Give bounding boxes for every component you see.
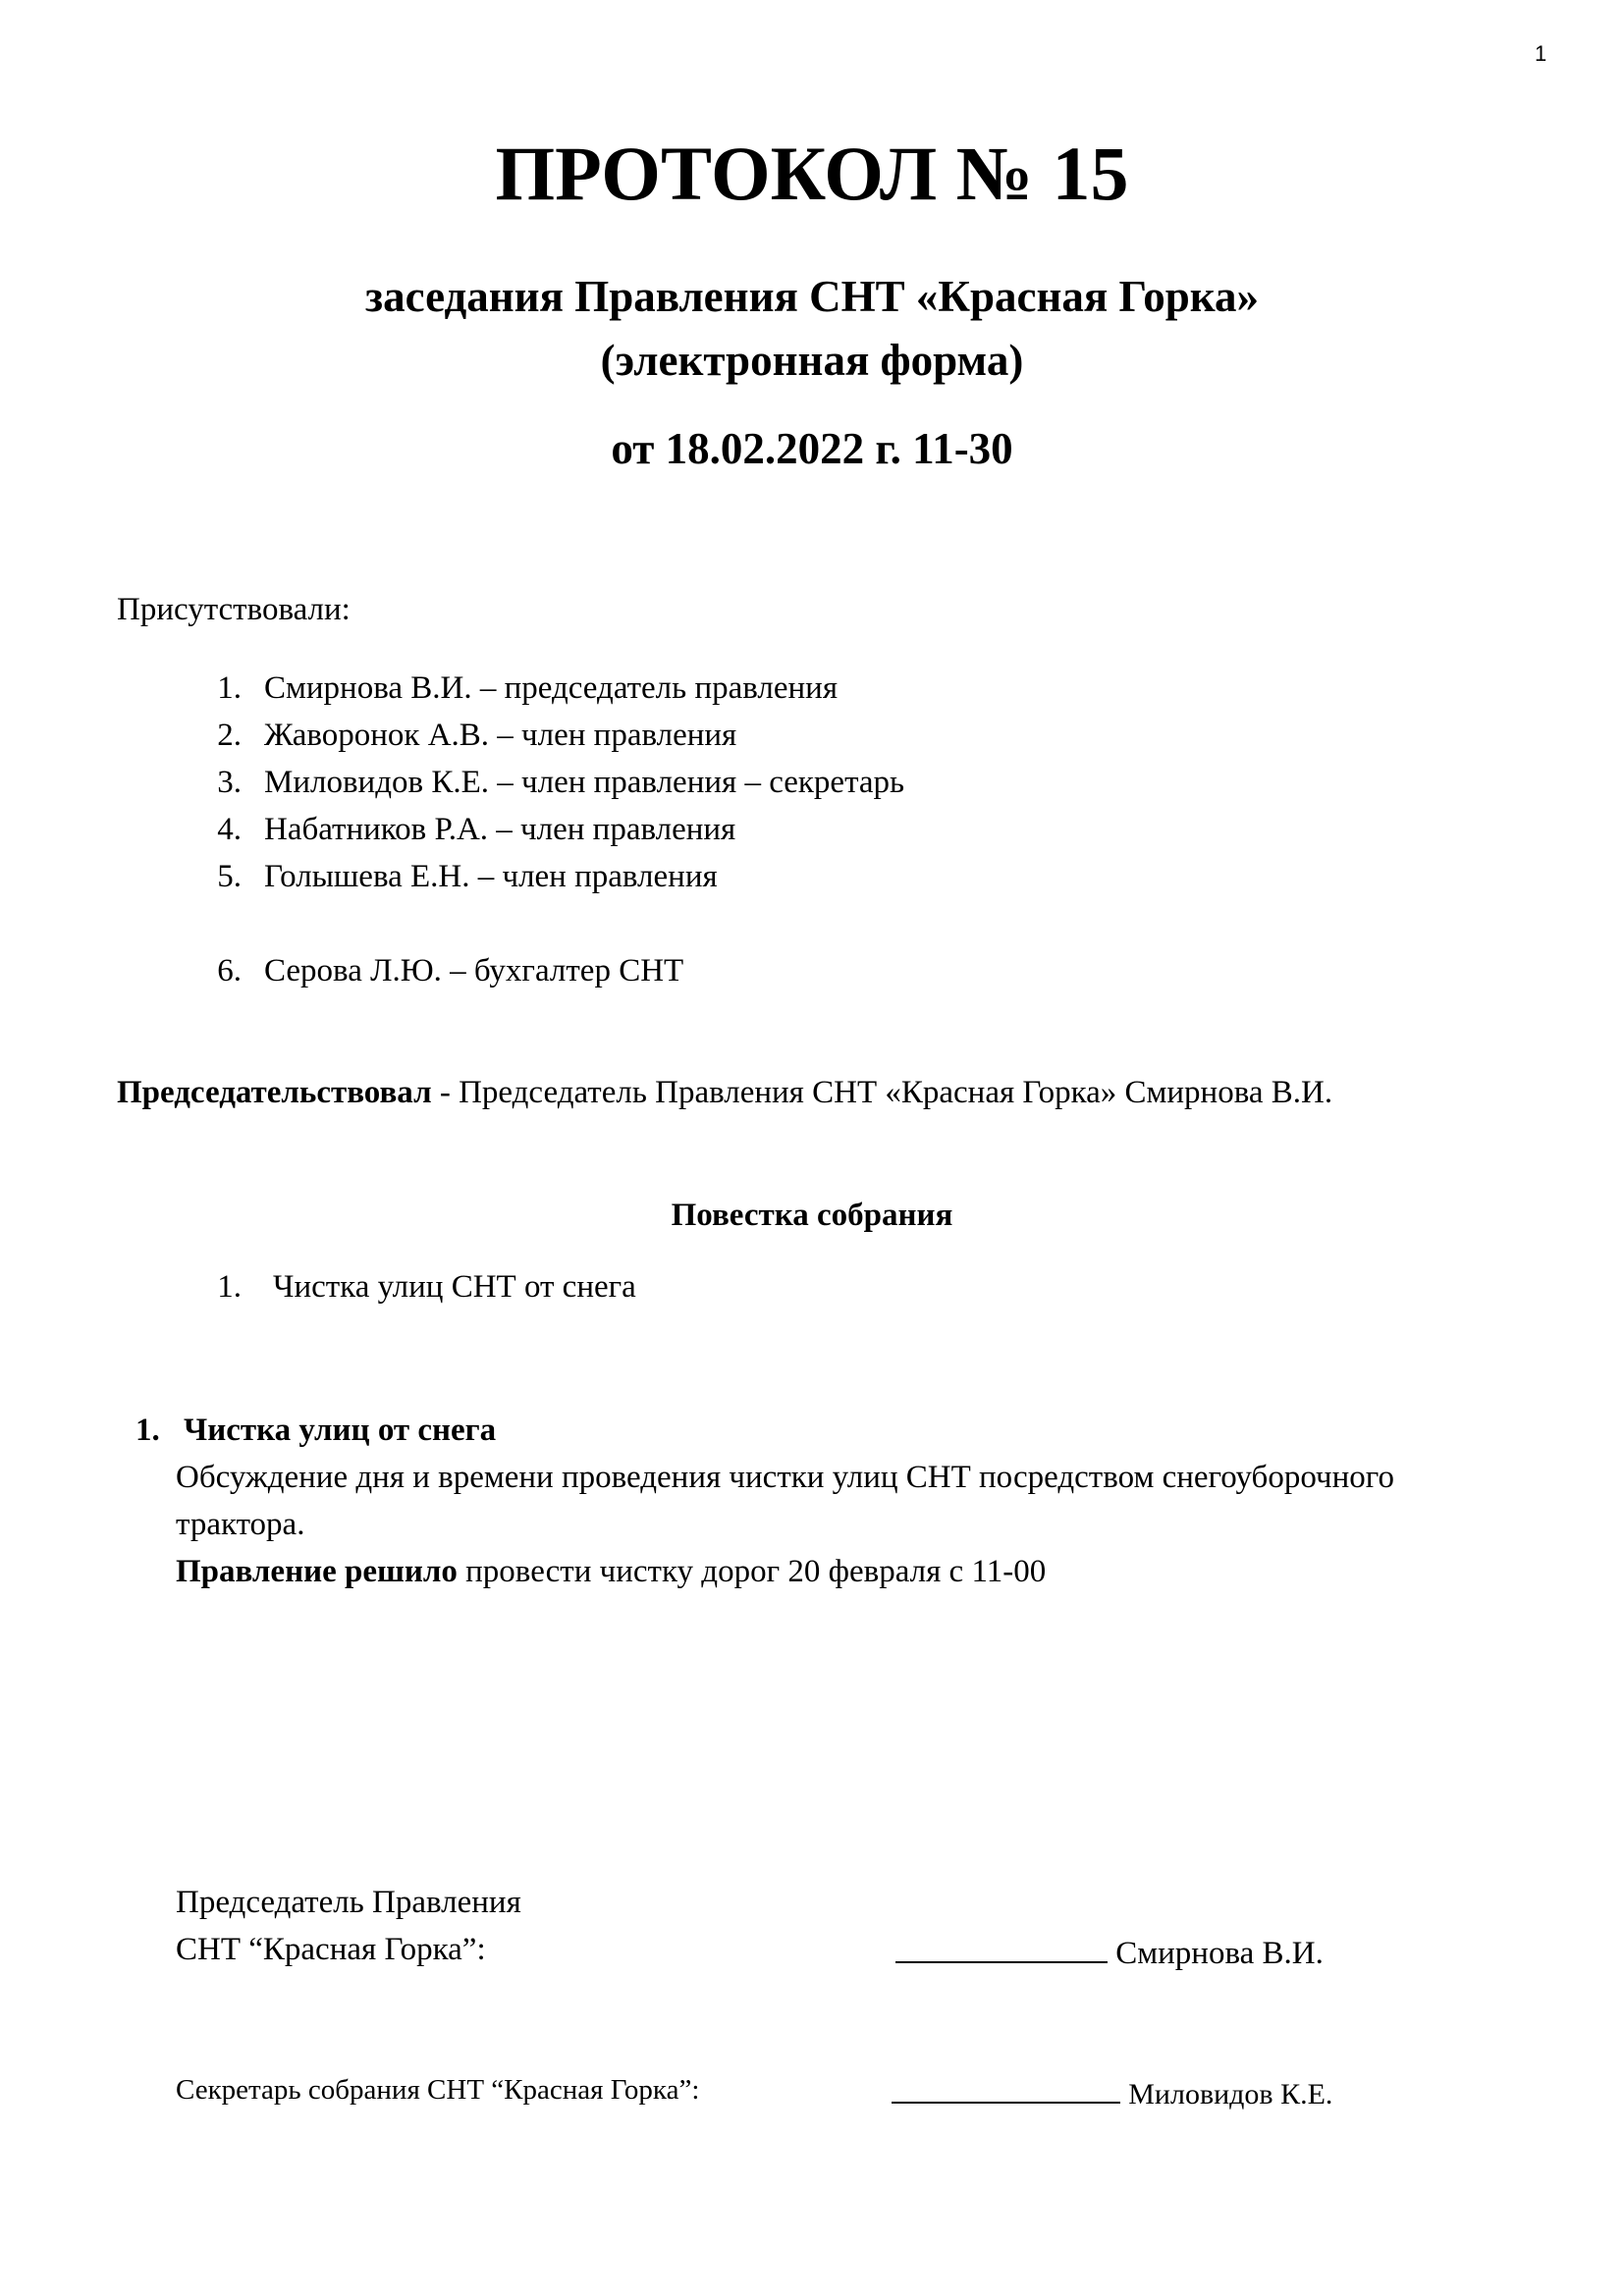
decision-text: провести чистку дорог 20 февраля с 11-00: [457, 1554, 1047, 1589]
chair-signature-title-line-1: Председатель Правления: [176, 1885, 521, 1920]
secretary-signature-title: Секретарь собрания СНТ “Красная Горка”:: [176, 2074, 700, 2106]
subtitle-line-1: заседания Правления СНТ «Красная Горка»: [365, 272, 1259, 321]
subtitle-line-2: (электронная форма): [600, 336, 1024, 385]
attendee-number: 2.: [217, 718, 242, 753]
attendee-text: Смирнова В.И. – председатель правления: [264, 670, 839, 706]
document-title: ПРОТОКОЛ № 15: [495, 131, 1129, 216]
attendee-text: Миловидов К.Е. – член правления – секретарь: [264, 765, 905, 800]
section-discussion-line-1: Обсуждение дня и времени проведения чистки улиц СНТ посредством снегоуборочного: [176, 1460, 1394, 1495]
secretary-signature-line: [892, 2074, 1120, 2104]
page-number: 1: [1535, 41, 1547, 66]
agenda-item-number: 1.: [217, 1269, 242, 1305]
section-discussion-line-2: трактора.: [176, 1507, 305, 1542]
chair-signature-name: Смирнова В.И.: [1115, 1936, 1324, 1971]
attendee-text: Жаворонок А.В. – член правления: [264, 718, 737, 753]
section-title: Чистка улиц от снега: [184, 1413, 497, 1448]
chair-signature-title-line-2: СНТ “Красная Горка”:: [176, 1932, 486, 1967]
attendee-number: 4.: [217, 812, 242, 847]
attendee-number: 3.: [217, 765, 242, 800]
agenda-title: Повестка собрания: [671, 1198, 953, 1233]
secretary-signature: [892, 2074, 1332, 2110]
attendees-label: Присутствовали:: [117, 592, 351, 627]
attendee-text: Набатников Р.А. – член правления: [264, 812, 736, 847]
agenda-item-text: Чистка улиц СНТ от снега: [273, 1269, 636, 1305]
attendee-text: Серова Л.Ю. – бухгалтер СНТ: [264, 953, 684, 988]
chair-signature-line: [895, 1934, 1108, 1963]
subtitle-date: от 18.02.2022 г. 11-30: [611, 424, 1013, 473]
attendee-text: Голышева Е.Н. – член правления: [264, 859, 718, 894]
section-decision: [176, 1556, 1046, 1588]
attendee-number: 1.: [217, 670, 242, 706]
section-number: 1.: [135, 1413, 160, 1448]
chaired-text: - Председатель Правления СНТ «Красная Горка» Смирнова В.И.: [431, 1075, 1333, 1110]
chair-signature: [895, 1934, 1324, 1970]
chaired-label: Председательствовал: [117, 1075, 432, 1110]
attendee-number: 5.: [217, 859, 242, 894]
secretary-signature-name: Миловидов К.Е.: [1128, 2078, 1333, 2110]
chaired-by: [117, 1077, 1332, 1109]
attendee-number: 6.: [217, 953, 242, 988]
decision-label: Правление решило: [176, 1554, 458, 1589]
